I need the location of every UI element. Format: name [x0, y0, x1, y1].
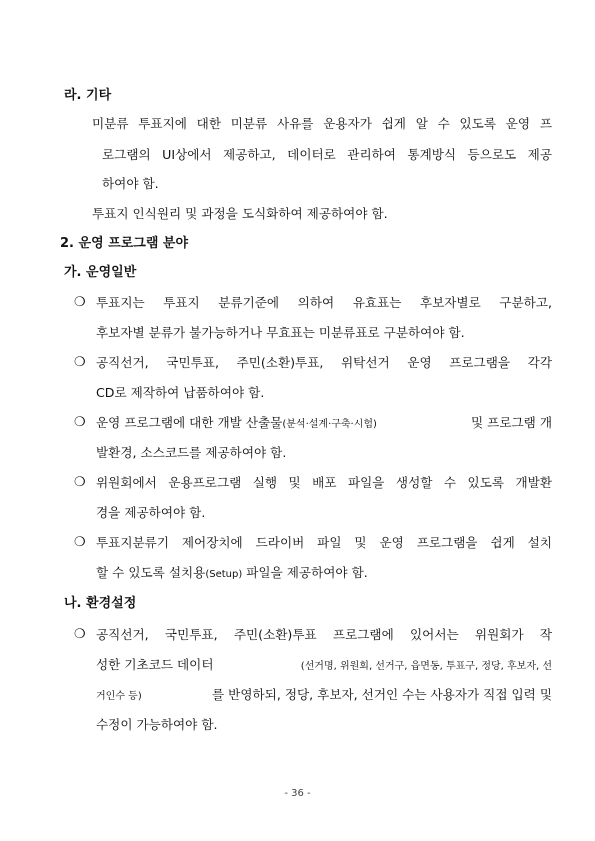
bullet-line: 공직선거, 국민투표, 주민(소환)투표 프로그램에 있어서는 위원회가 작	[96, 627, 552, 642]
text-span: 운영 프로그램에 대한 개발 산출물	[96, 415, 283, 430]
bullet-circle-icon: ❍	[74, 355, 86, 370]
bullet-line	[96, 565, 368, 583]
bullet-line: 투표지는 투표지 분류기준에 의하여 유효표는 후보자별로 구분하고,	[96, 295, 552, 310]
bullet-line	[96, 687, 552, 705]
text-span: 성한 기초코드 데이터	[96, 657, 214, 672]
text-span: 할 수 있도록 설치용	[96, 565, 206, 580]
bullet-circle-icon: ❍	[74, 535, 86, 550]
subsection-heading-ga: 가. 운영일반	[64, 265, 137, 280]
text-span: 를 반영하되, 정당, 후보자, 선거인 수는 사용자가 직접 입력 및	[211, 687, 552, 702]
small-text-span: 거인수 등)	[96, 691, 142, 702]
bullet-line: 경을 제공하여야 함.	[96, 505, 206, 520]
bullet-line: 투표지분류기 제어장치에 드라이버 파일 및 운영 프로그램을 쉽게 설치	[96, 535, 552, 550]
bullet-circle-icon: ❍	[74, 475, 86, 490]
paragraph-line: 미분류 투표지에 대한 미분류 사유를 운용자가 쉽게 알 수 있도록 운영 프	[92, 116, 552, 131]
bullet-line: 위원회에서 운용프로그램 실행 및 배포 파일을 생성할 수 있도록 개발환	[96, 475, 552, 490]
small-text-span: (선거명, 위원회, 선거구, 읍면동, 투표구, 정당, 후보자, 선	[300, 661, 552, 672]
page-number: - 36 -	[284, 788, 311, 799]
bullet-line: CD로 제작하여 납품하여야 함.	[96, 385, 265, 400]
bullet-line	[96, 657, 552, 675]
paragraph-line: 하여야 함.	[102, 176, 159, 191]
paragraph-line: 로그램의 UI상에서 제공하고, 데이터로 관리하여 통계방식 등으로도 제공	[102, 147, 552, 162]
paragraph-line: 투표지 인식원리 및 과정을 도식화하여 제공하여야 함.	[92, 206, 388, 221]
text-span: 및 프로그램 개	[471, 415, 552, 430]
bullet-line	[96, 415, 552, 433]
bullet-line: 공직선거, 국민투표, 주민(소환)투표, 위탁선거 운영 프로그램을 각각	[96, 355, 552, 370]
text-span: 파일을 제공하여야 함.	[242, 565, 368, 580]
bullet-line: 발환경, 소스코드를 제공하여야 함.	[96, 445, 287, 460]
section-heading-2: 2. 운영 프로그램 분야	[60, 236, 189, 251]
bullet-circle-icon: ❍	[74, 415, 86, 430]
bullet-line: 수정이 가능하여야 함.	[96, 717, 218, 732]
small-text-span: (Setup)	[205, 569, 243, 580]
small-text-span: (분석·설계·구축·시험)	[282, 419, 377, 430]
section-heading-ra: 라. 기타	[64, 88, 112, 103]
bullet-circle-icon: ❍	[74, 295, 86, 310]
bullet-line: 후보자별 분류가 불가능하거나 무효표는 미분류표로 구분하여야 함.	[96, 325, 465, 340]
subsection-heading-na: 나. 환경설정	[64, 596, 137, 611]
bullet-circle-icon: ❍	[74, 627, 86, 642]
